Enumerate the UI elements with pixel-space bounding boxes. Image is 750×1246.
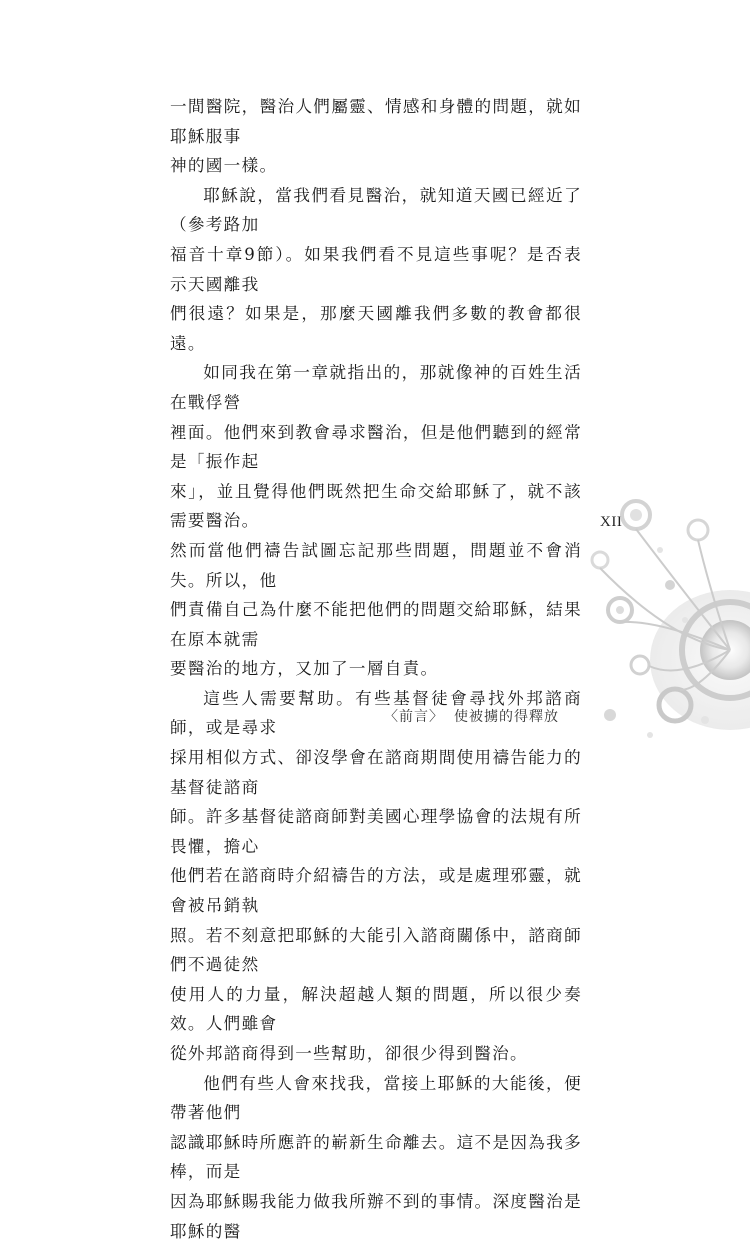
text-line: 他們有些人會來找我，當接上耶穌的大能後，便帶著他們 (170, 1073, 582, 1123)
text-line: 耶穌說，當我們看見醫治，就知道天國已經近了（參考路加 (170, 185, 582, 235)
text-line: 採用相似方式、卻沒學會在諮商期間使用禱告能力的基督徒諮商 (170, 748, 582, 797)
floral-decoration-icon (580, 490, 750, 750)
text-line: 裡面。他們來到教會尋求醫治，但是他們聽到的經常是「振作起 (170, 422, 582, 472)
text-line: 一間醫院，醫治人們屬靈、情感和身體的問題，就如耶穌服事 (170, 97, 582, 146)
text-line: 因為耶穌賜我能力做我所辦不到的事情。深度醫治是耶穌的醫 (170, 1191, 582, 1241)
footer-title: 使被擄的得釋放 (454, 709, 559, 725)
paragraph (170, 684, 582, 1069)
text-line: 要醫治的地方，又加了一層自責。 (170, 659, 439, 679)
text-line: 神的國一樣。 (170, 156, 278, 176)
paragraph (170, 358, 582, 684)
text-line: 如同我在第一章就指出的，那就像神的百姓生活在戰俘營 (170, 363, 582, 412)
page-number: XII (600, 514, 623, 530)
text-line: 照。若不刻意把耶穌的大能引入諮商關係中，諮商師們不過徒然 (170, 925, 582, 975)
running-footer (384, 706, 559, 726)
text-line: 認識耶穌時所應許的嶄新生命離去。這不是因為我多棒，而是 (170, 1132, 582, 1182)
text-line: 他們若在諮商時介紹禱告的方法，或是處理邪靈，就會被吊銷執 (170, 866, 582, 916)
text-line: 福音十章9節）。如果我們看不見這些事呢？是否表示天國離我 (170, 244, 582, 294)
body-text (170, 92, 582, 1246)
text-line: 來」，並且覺得他們既然把生命交給耶穌了，就不該需要醫治。 (170, 481, 582, 531)
paragraph (170, 92, 582, 181)
text-line: 這些人需要幫助。有些基督徒會尋找外邦諮商師，或是尋求 (170, 688, 582, 738)
text-line: 然而當他們禱告試圖忘記那些問題，問題並不會消失。所以，他 (170, 540, 582, 590)
text-line: 從外邦諮商得到一些幫助，卻很少得到醫治。 (170, 1044, 528, 1063)
paragraph (170, 1069, 582, 1246)
text-line: 們很遠？如果是，那麼天國離我們多數的教會都很遠。 (170, 304, 582, 353)
text-line: 師。許多基督徒諮商師對美國心理學協會的法規有所畏懼，擔心 (170, 807, 582, 856)
text-line: 使用人的力量，解決超越人類的問題，所以很少奏效。人們雖會 (170, 984, 582, 1034)
paragraph (170, 181, 582, 359)
footer-section: 〈前言〉 (384, 709, 444, 725)
text-line: 們責備自己為什麼不能把他們的問題交給耶穌，結果在原本就需 (170, 600, 582, 649)
